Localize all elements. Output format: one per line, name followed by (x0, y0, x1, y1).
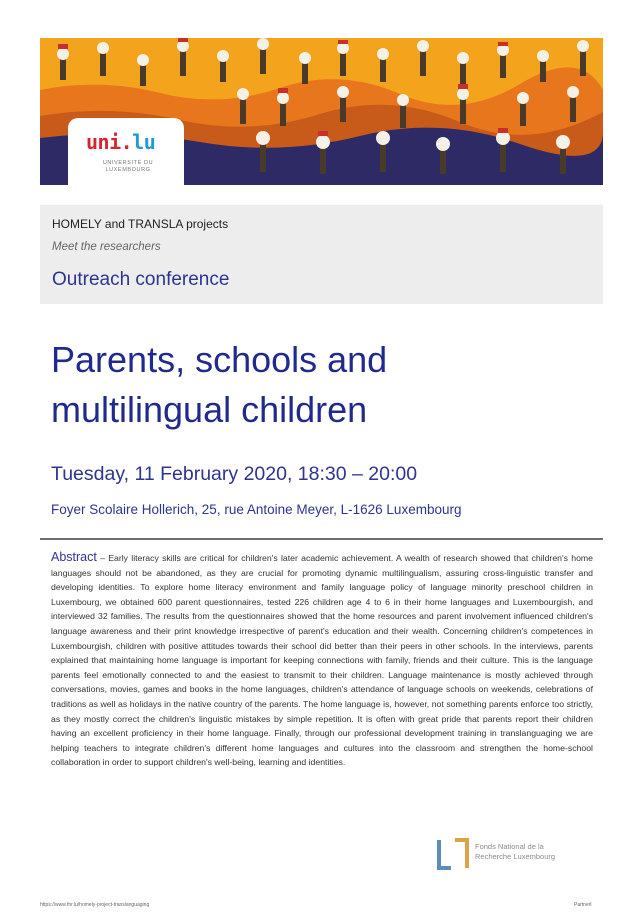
abstract-paragraph (51, 550, 593, 770)
logo-lu: lu (132, 130, 156, 154)
fnr-logo (437, 838, 597, 870)
footer-url: https://www.fnr.lu/homely-project-translanguaging (40, 902, 150, 908)
fnr-mark-icon (437, 838, 469, 870)
logo-subtitle (82, 160, 174, 174)
logo-sub-line1: UNIVERSITÉ DU (102, 160, 154, 166)
abstract-text: – Early literacy skills are critical for children's later academic achievement. A wealth of research showed that children's home languages should not be abandoned, as they are crucial for promoting dynamic multilingualism, assuring cross-linguistic transfer and developing identities. To explore home literacy environment and family language policy of language minority preschool children in Luxembourg, we obtained 600 parent questionnaires, tested 226 children age 4 to 6 in their home languages and Luxembourgish, and interviewed 32 families. The results from the questionnaires showed that the home resources and parent involvement influenced children's language awareness and their print knowledge irrespective of parent's education and their wealth. Concerning children's competences in Luxembourgish, children with positive attitudes towards their school did better than their peers in other schools. In the interviews, parents explained that maintaining home language is important for keeping connections with family, friends and their culture. This is the language parents feel emotionally connected to and the easiest to transmit to their children. Language maintenance is mostly achieved through conversations, movies, games and books in the home languages, children's attendance of language schools on weekends, celebrations of traditions as well as holidays in the native country of the parents. The home language is, however, not something parents enforce too strictly, as they mostly correct the children's linguistic mistakes by simple repetition. It is often with great pride that parents report their children having an excellent proficiency in their home language. Finally, through our professional development training in translanguaging we are helping teachers to integrate children's different home languages and cultures into the classroom and strengthen the home-school collaboration in order to support children's well-being, learning and identities. (51, 553, 593, 768)
outreach-heading: Outreach conference (52, 269, 230, 290)
abstract-label: Abstract (51, 550, 97, 564)
university-logo (68, 118, 184, 185)
event-venue: Foyer Scolaire Hollerich, 25, rue Antoine Meyer, L-1626 Luxembourg (51, 502, 462, 517)
logo-uni: uni. (86, 130, 133, 154)
title-line-2: multilingual children (51, 389, 368, 430)
fnr-line2: Recherche Luxembourg (475, 852, 556, 861)
title-line-1: Parents, schools and (51, 339, 388, 380)
banner-artwork (40, 38, 603, 185)
header-box (40, 205, 603, 304)
event-title (51, 335, 591, 435)
logo-sub-line2: LUXEMBOURG (105, 167, 151, 173)
logo-wordmark (86, 130, 155, 154)
fnr-line1: Fonds National de la (475, 842, 544, 851)
projects-label: HOMELY and TRANSLA projects (52, 217, 229, 231)
fnr-name (475, 842, 555, 862)
event-date: Tuesday, 11 February 2020, 18:30 – 20:00 (51, 463, 418, 485)
section-divider (40, 538, 603, 540)
meet-researchers-label: Meet the researchers (52, 241, 161, 253)
footer-note: Partnerl (574, 902, 592, 908)
